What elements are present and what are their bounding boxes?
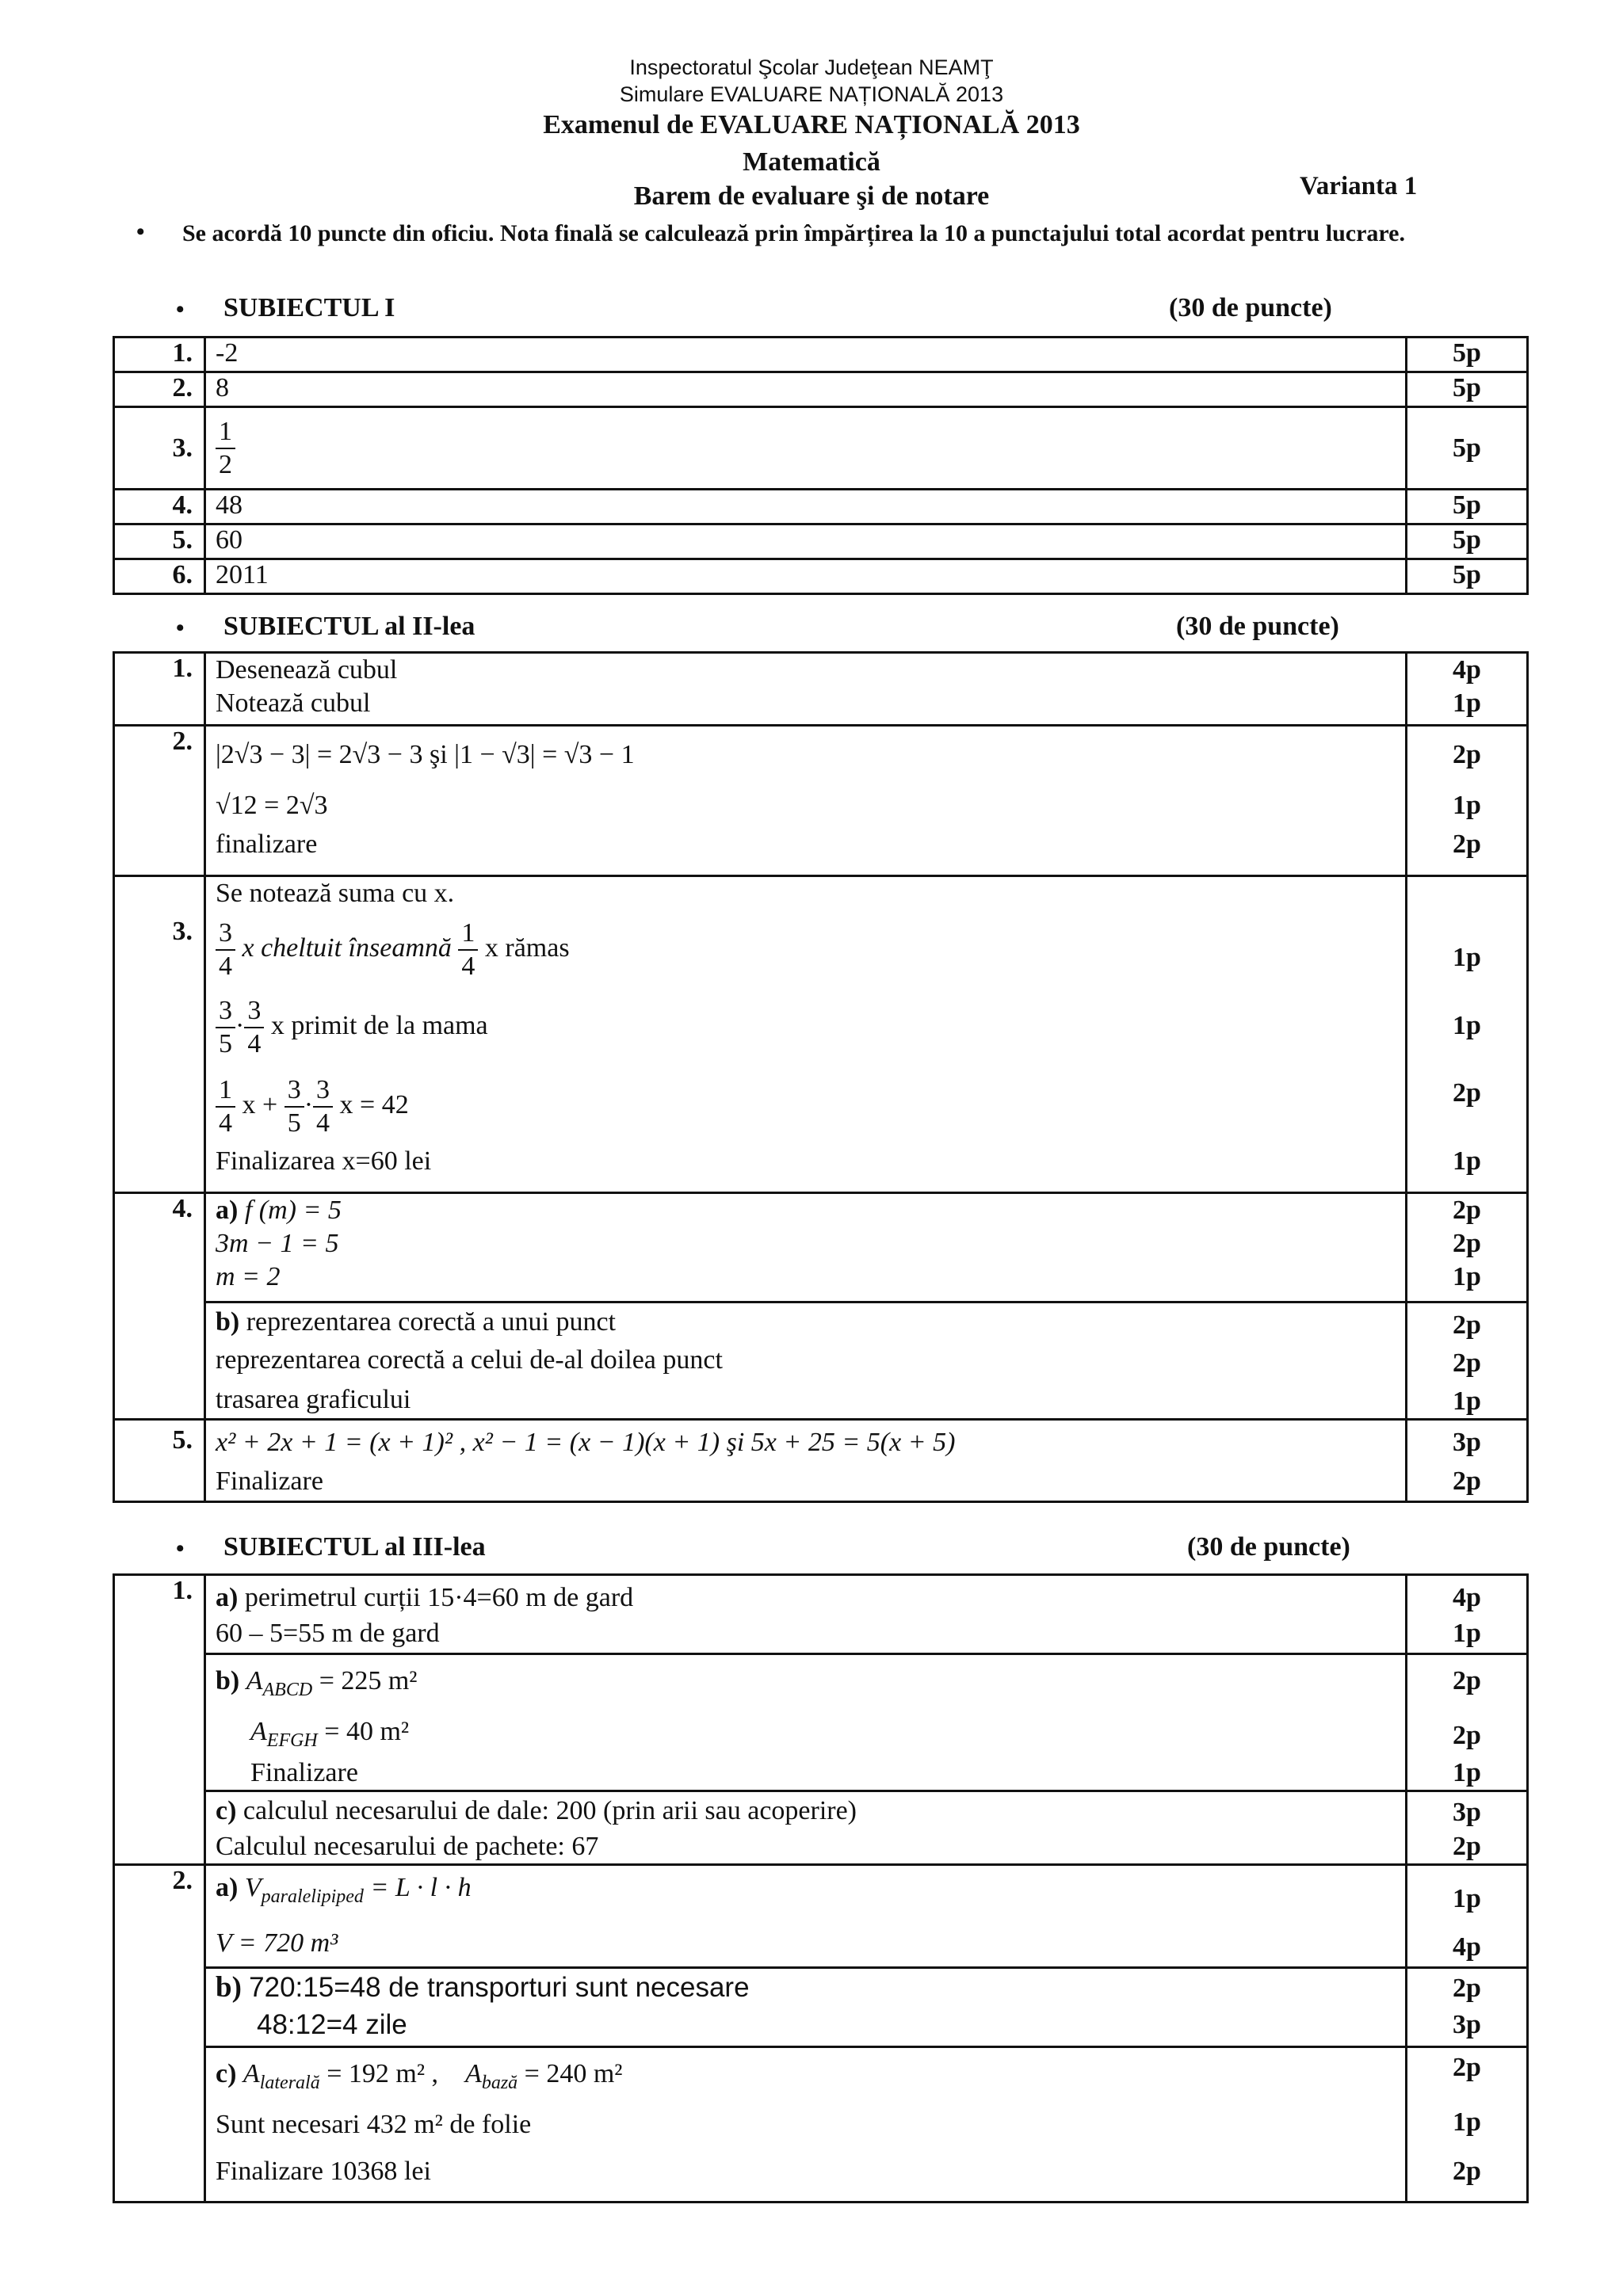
points-value: 2p bbox=[1453, 1310, 1481, 1340]
fraction bbox=[244, 995, 264, 1060]
subject-title: Matematică bbox=[743, 147, 880, 177]
answer-cell bbox=[205, 653, 1407, 726]
points-cell bbox=[1407, 1791, 1528, 1865]
fraction-denominator: 4 bbox=[216, 1106, 235, 1139]
points-cell bbox=[1407, 653, 1528, 726]
points-cell bbox=[1407, 1968, 1528, 2047]
text-segment: A bbox=[246, 1666, 263, 1695]
fraction-numerator: 3 bbox=[219, 918, 232, 948]
text-segment: A bbox=[242, 2059, 260, 2088]
fraction-denominator: 4 bbox=[244, 1027, 264, 1060]
section2-points: (30 de puncte) bbox=[1176, 612, 1339, 641]
row-number: 1. bbox=[114, 338, 205, 372]
points-cell: 5p bbox=[1407, 372, 1528, 407]
points-value: 1p bbox=[1453, 688, 1481, 718]
exam-title: Examenul de EVALUARE NAȚIONALĂ 2013 bbox=[543, 110, 1080, 139]
table-row bbox=[114, 2047, 1528, 2203]
text-segment: 3m − 1 = 5 bbox=[216, 1229, 339, 1258]
answer-line bbox=[216, 1866, 1396, 1921]
answer-line bbox=[216, 2048, 1396, 2100]
row-number: 1. bbox=[114, 653, 205, 726]
table-row bbox=[114, 1865, 1528, 1968]
answer-line bbox=[216, 1303, 1396, 1341]
row-number: 2. bbox=[114, 726, 205, 876]
text-segment: x + bbox=[242, 1090, 278, 1119]
table-row bbox=[114, 1302, 1528, 1420]
points-value: 2p bbox=[1453, 1832, 1481, 1861]
text-segment: = 192 m² , bbox=[319, 2059, 439, 2088]
points-value: 2p bbox=[1453, 1466, 1481, 1496]
table-row bbox=[114, 490, 1528, 524]
points-value: 3p bbox=[1453, 1428, 1481, 1457]
answer-cell bbox=[205, 1865, 1407, 1968]
answer-cell bbox=[205, 1791, 1407, 1865]
fraction-denominator: 4 bbox=[458, 949, 478, 982]
fraction-numerator: 3 bbox=[316, 1075, 330, 1105]
points-value: 2p bbox=[1453, 2157, 1481, 2186]
answer-line: Se notează suma cu x. bbox=[216, 879, 455, 908]
points-cell: 5p bbox=[1407, 338, 1528, 372]
answer-line: finalizare bbox=[216, 830, 318, 859]
fraction-numerator: 1 bbox=[219, 1075, 232, 1105]
points-value: 3p bbox=[1453, 2010, 1481, 2039]
points-value: 2p bbox=[1453, 1196, 1481, 1225]
points-value: 2p bbox=[1453, 1666, 1481, 1695]
table-row bbox=[114, 1420, 1528, 1502]
table-row bbox=[114, 338, 1528, 372]
part-label: b) bbox=[216, 1307, 240, 1337]
section3-title: SUBIECTUL al III-lea bbox=[223, 1532, 486, 1562]
intro-bullet: • bbox=[136, 219, 145, 245]
answer-cell: -2 bbox=[205, 338, 1407, 372]
points-value: 4p bbox=[1453, 655, 1481, 685]
table-row bbox=[114, 1791, 1528, 1865]
answer-cell bbox=[205, 1575, 1407, 1654]
answer-line: |2√3 − 3| = 2√3 − 3 şi |1 − √3| = √3 − 1 bbox=[216, 740, 635, 769]
answer-line bbox=[216, 1921, 1396, 1966]
subscript: bază bbox=[481, 2072, 518, 2093]
answer-line: Sunt necesari 432 m² de folie bbox=[216, 2110, 532, 2139]
points-cell bbox=[1407, 2047, 1528, 2203]
points-value: 1p bbox=[1453, 1619, 1481, 1648]
text-segment: = 40 m² bbox=[317, 1717, 410, 1746]
text-segment: reprezentarea corectă a unui punct bbox=[246, 1307, 616, 1337]
points-value: 4p bbox=[1453, 1583, 1481, 1612]
points-cell: 5p bbox=[1407, 490, 1528, 524]
section2-bullet: • bbox=[176, 615, 185, 641]
fraction bbox=[458, 917, 478, 982]
answer-line: Finalizarea x=60 lei bbox=[216, 1146, 432, 1176]
row-number: 6. bbox=[114, 559, 205, 594]
table-row bbox=[114, 559, 1528, 594]
text-segment: A bbox=[250, 1717, 267, 1746]
answer-cell: 8 bbox=[205, 372, 1407, 407]
points-cell bbox=[1407, 1302, 1528, 1420]
answer-cell bbox=[205, 1654, 1407, 1791]
text-segment: = 240 m² bbox=[517, 2059, 623, 2088]
points-cell: 5p bbox=[1407, 524, 1528, 559]
points-value: 2p bbox=[1453, 2053, 1481, 2082]
answer-line bbox=[216, 1194, 1396, 1227]
points-value: 2p bbox=[1453, 1229, 1481, 1258]
fraction-denominator: 4 bbox=[313, 1106, 333, 1139]
answer-line bbox=[216, 1969, 1396, 2007]
answer-cell: 2011 bbox=[205, 559, 1407, 594]
points-value: 2p bbox=[1453, 830, 1481, 859]
fraction-one-half bbox=[216, 416, 235, 481]
row-number: 3. bbox=[114, 407, 205, 490]
section1-title: SUBIECTUL I bbox=[223, 293, 395, 322]
points-value: 1p bbox=[1453, 1146, 1481, 1176]
answer-line: $\frac{1}{4}$ x + $\frac{3}{5}$ · $\frac{3}{4}$ x = 42 bbox=[216, 1066, 1396, 1145]
points-value: 1p bbox=[1453, 1011, 1481, 1040]
points-cell: 5p bbox=[1407, 559, 1528, 594]
points-value: 1p bbox=[1453, 1262, 1481, 1291]
answer-cell bbox=[205, 1193, 1407, 1302]
answer-cell bbox=[205, 2047, 1407, 2203]
answer-line bbox=[216, 1227, 1396, 1261]
barem-title: Barem de evaluare şi de notare bbox=[633, 181, 990, 211]
section2-title: SUBIECTUL al II-lea bbox=[223, 612, 475, 641]
subscript: paralelipiped bbox=[261, 1886, 364, 1907]
row-number: 2. bbox=[114, 1865, 205, 2203]
answer-line: 48:12=4 zile bbox=[257, 2009, 407, 2040]
points-value: 2p bbox=[1453, 1348, 1481, 1378]
text-segment: = L · l · h bbox=[363, 1873, 472, 1902]
table-row bbox=[114, 372, 1528, 407]
fraction-numerator: 3 bbox=[287, 1075, 301, 1105]
answer-cell bbox=[205, 876, 1407, 1193]
text-segment: A bbox=[465, 2059, 482, 2088]
points-value: 2p bbox=[1453, 1721, 1481, 1750]
answer-cell bbox=[205, 407, 1407, 490]
variant-label: Varianta 1 bbox=[1300, 172, 1418, 200]
part-label: a) bbox=[216, 1873, 239, 1902]
answer-line bbox=[216, 1576, 1396, 1617]
answer-line bbox=[216, 1707, 1396, 1756]
part-label: b) bbox=[216, 1971, 242, 2004]
part-label: b) bbox=[216, 1666, 240, 1695]
section2-table bbox=[113, 651, 1529, 1503]
text-segment: f (m) = 5 bbox=[244, 1196, 342, 1225]
row-number: 2. bbox=[114, 372, 205, 407]
points-value: 1p bbox=[1453, 1386, 1481, 1416]
points-cell bbox=[1407, 876, 1528, 1193]
points-value: 1p bbox=[1453, 1758, 1481, 1787]
subscript: laterală bbox=[259, 2072, 320, 2093]
table-row bbox=[114, 1968, 1528, 2047]
text-segment: x = 42 bbox=[339, 1090, 409, 1119]
points-value: 1p bbox=[1453, 2107, 1481, 2137]
answer-line: Notează cubul bbox=[216, 688, 371, 718]
fraction bbox=[216, 1074, 235, 1139]
text-segment: V = 720 m³ bbox=[216, 1928, 338, 1958]
part-label: a) bbox=[216, 1583, 239, 1612]
text-segment: = 225 m² bbox=[312, 1666, 418, 1695]
answer-line: Finalizare bbox=[216, 1466, 323, 1496]
table-row bbox=[114, 726, 1528, 876]
answer-line: trasarea graficului bbox=[216, 1385, 411, 1414]
points-value: 2p bbox=[1453, 740, 1481, 769]
points-cell bbox=[1407, 726, 1528, 876]
answer-line: Finalizare 10368 lei bbox=[216, 2157, 431, 2186]
fraction-numerator: 1 bbox=[461, 918, 475, 948]
answer-line: Finalizare bbox=[250, 1758, 358, 1787]
table-row bbox=[114, 876, 1528, 1193]
points-value: 1p bbox=[1453, 1884, 1481, 1913]
text-segment: V bbox=[244, 1873, 262, 1902]
fraction bbox=[285, 1074, 304, 1139]
points-cell bbox=[1407, 1420, 1528, 1502]
answer-cell bbox=[205, 1302, 1407, 1420]
answer-cell bbox=[205, 1968, 1407, 2047]
answer-line bbox=[216, 1792, 1396, 1830]
points-value: 3p bbox=[1453, 1798, 1481, 1827]
row-number: 5. bbox=[114, 524, 205, 559]
row-number: 3. bbox=[114, 876, 205, 1193]
fraction-denominator: 5 bbox=[216, 1027, 235, 1060]
table-row bbox=[114, 1575, 1528, 1654]
subscript: ABCD bbox=[262, 1679, 313, 1700]
answer-line bbox=[216, 1261, 1396, 1294]
simulation-line: Simulare EVALUARE NAȚIONALĂ 2013 bbox=[619, 82, 1004, 106]
row-number: 1. bbox=[114, 1575, 205, 1865]
section1-table bbox=[113, 336, 1529, 595]
answer-line: reprezentarea corectă a celui de-al doilea punct bbox=[216, 1345, 723, 1375]
points-cell: 5p bbox=[1407, 407, 1528, 490]
fraction bbox=[313, 1074, 333, 1139]
fraction-denominator: 4 bbox=[216, 949, 235, 982]
answer-cell: 60 bbox=[205, 524, 1407, 559]
part-label: c) bbox=[216, 2059, 237, 2088]
answer-line: Desenează cubul bbox=[216, 655, 398, 685]
text-segment: m = 2 bbox=[216, 1262, 281, 1291]
points-cell bbox=[1407, 1193, 1528, 1302]
points-value: 4p bbox=[1453, 1932, 1481, 1962]
section3-bullet: • bbox=[176, 1535, 185, 1562]
points-cell bbox=[1407, 1575, 1528, 1654]
points-cell bbox=[1407, 1865, 1528, 1968]
answer-cell: 48 bbox=[205, 490, 1407, 524]
table-row bbox=[114, 1193, 1528, 1302]
answer-line bbox=[216, 910, 1396, 986]
points-value: 2p bbox=[1453, 1974, 1481, 2003]
fraction bbox=[216, 917, 235, 982]
fraction-numerator: 3 bbox=[219, 996, 232, 1026]
table-row bbox=[114, 407, 1528, 490]
text-segment: calculul necesarului de dale: 200 (prin arii sau acoperire) bbox=[242, 1796, 857, 1825]
part-label: c) bbox=[216, 1796, 237, 1825]
answer-line: √12 = 2√3 bbox=[216, 791, 328, 820]
points-cell bbox=[1407, 1654, 1528, 1791]
fraction-denominator: 5 bbox=[285, 1106, 304, 1139]
answer-line: 60 – 5=55 m de gard bbox=[216, 1619, 440, 1648]
row-number: 4. bbox=[114, 1193, 205, 1420]
table-row bbox=[114, 653, 1528, 726]
fraction-numerator: 1 bbox=[219, 416, 232, 446]
points-value: 1p bbox=[1453, 791, 1481, 820]
section1-points: (30 de puncte) bbox=[1169, 293, 1332, 322]
points-value: 2p bbox=[1453, 1078, 1481, 1108]
answer-cell bbox=[205, 726, 1407, 876]
text-segment: x² + 2x + 1 = (x + 1)² , x² − 1 = (x − 1)(x + 1) şi 5x + 25 = 5(x + 5) bbox=[216, 1428, 956, 1457]
part-label: a) bbox=[216, 1196, 239, 1225]
answer-line bbox=[216, 1421, 1396, 1465]
answer-line bbox=[216, 1655, 1396, 1707]
row-number: 4. bbox=[114, 490, 205, 524]
points-value: 1p bbox=[1453, 943, 1481, 972]
answer-line: Calculul necesarului de pachete: 67 bbox=[216, 1832, 599, 1861]
fraction-numerator: 3 bbox=[247, 996, 262, 1026]
subscript: EFGH bbox=[266, 1730, 318, 1751]
answer-cell bbox=[205, 1420, 1407, 1502]
text-segment: x primit de la mama bbox=[270, 1011, 488, 1040]
table-row bbox=[114, 524, 1528, 559]
text-segment: x rămas bbox=[484, 933, 570, 963]
text-segment: 720:15=48 de transporturi sunt necesare bbox=[249, 1972, 750, 2003]
inspectorate-line: Inspectoratul Şcolar Judeţean NEAMŢ bbox=[629, 55, 994, 79]
section1-bullet: • bbox=[176, 296, 185, 322]
table-row bbox=[114, 1654, 1528, 1791]
fraction bbox=[216, 995, 235, 1060]
section3-points: (30 de puncte) bbox=[1187, 1532, 1350, 1562]
fraction-denominator: 2 bbox=[216, 448, 235, 481]
answer-line: $\frac{3}{5}$ · $\frac{3}{4}$ x primit de la mama bbox=[216, 986, 1396, 1066]
text-segment: perimetrul curții 15·4=60 m de gard bbox=[244, 1583, 634, 1612]
section3-table bbox=[113, 1573, 1529, 2203]
row-number: 5. bbox=[114, 1420, 205, 1502]
text-segment: x cheltuit înseamnă bbox=[242, 933, 452, 963]
intro-text: Se acordă 10 puncte din oficiu. Nota finală se calculează prin împărțirea la 10 a punctajului total acordat pentru lucrare. bbox=[182, 220, 1405, 246]
